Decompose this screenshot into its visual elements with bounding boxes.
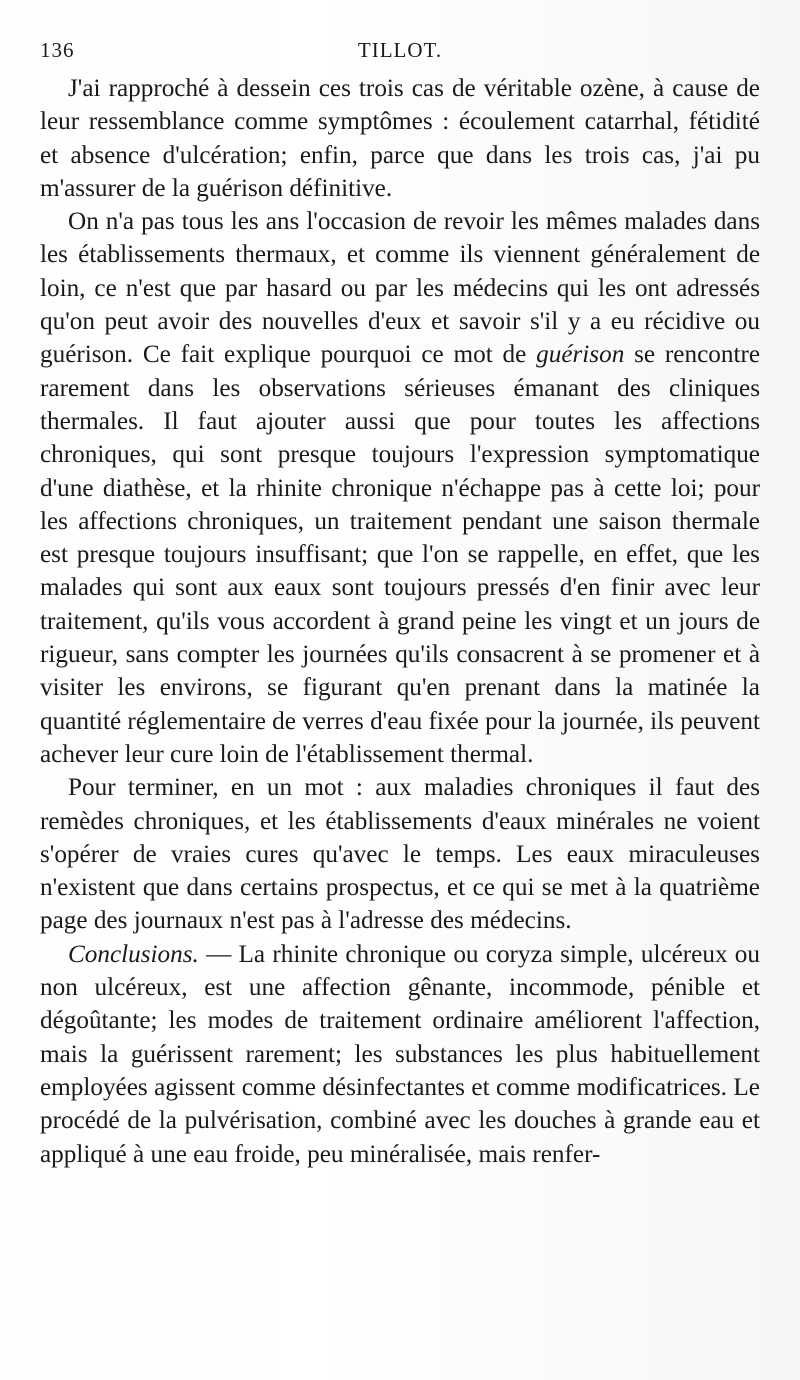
paragraph-3 xyxy=(40,771,760,937)
page-number: 136 xyxy=(40,38,75,62)
paragraph-4 xyxy=(40,938,760,1171)
body-text xyxy=(40,72,760,1171)
running-head: TILLOT. xyxy=(357,38,443,62)
paragraph-2-text: On n'a pas tous les ans l'occasion de revoir les mêmes malades dans les établissements thermaux, et comme ils viennent généralement de loin, ce n'est que par hasard ou par les médecins qui les ont adressés qu'on peut avoir des nouvelles d'eux et savoir s'il y a eu récidive ou guérison. Ce fait explique pourquoi ce mot de xyxy=(40,208,760,369)
page-header xyxy=(40,32,760,68)
paragraph-3-text: Pour terminer, en un mot : aux maladies chroniques il faut des remèdes chroniques, et les établissements d'eaux minérales ne voient s'opérer de vraies cures qu'avec le temps. Les eaux miraculeuses n'existent que dans certains prospectus, et ce qui se met à la quatrième page des journaux n'est pas à l'adresse des médecins. xyxy=(40,774,760,935)
paragraph-2 xyxy=(40,205,760,771)
paragraph-2-continuation: se rencontre rarement dans les observations sérieuses émanant des cliniques thermales. Il faut ajouter aussi que pour toutes les affections chroniques, qui sont presque toujours l'expression symptomatique d'une diathèse, et la rhinite chronique n'échappe pas à cette loi; pour les affections chroniques, un traitement pendant une saison thermale est presque toujours insuffisant; que l'on se rappelle, en effet, que les malades qui sont aux eaux sont toujours pressés d'en finir avec leur traitement, qu'ils vous accordent à grand peine les vingt et un jours de rigueur, sans compter les journées qu'ils consacrent à se promener et à visiter les environs, se figurant qu'en prenant dans la matinée la quantité réglementaire de verres d'eau fixée pour la journée, ils peuvent achever leur cure loin de l'établissement thermal. xyxy=(40,341,761,768)
emphasis-guerison: guérison xyxy=(536,341,625,369)
paragraph-1 xyxy=(40,72,760,205)
conclusions-heading: Conclusions. xyxy=(68,940,199,968)
paragraph-4-text: — La rhinite chronique ou coryza simple, ulcéreux ou non ulcéreux, est une affection gênante, incommode, pénible et dégoûtante; les modes de traitement ordinaire améliorent l'affection, mais la guérissent rarement; les substances les plus habituellement employées agissent comme désinfectantes et comme modificatrices. Le procédé de la pulvérisation, combiné avec les douches à grande eau et appliqué à une eau froide, peu minéralisée, mais renfer- xyxy=(40,940,760,1168)
paragraph-1-text: J'ai rapproché à dessein ces trois cas de véritable ozène, à cause de leur ressemblance comme symptômes : écoulement catarrhal, fétidité et absence d'ulcération; enfin, parce que dans les trois cas, j'ai pu m'assurer de la guérison définitive. xyxy=(40,75,760,202)
